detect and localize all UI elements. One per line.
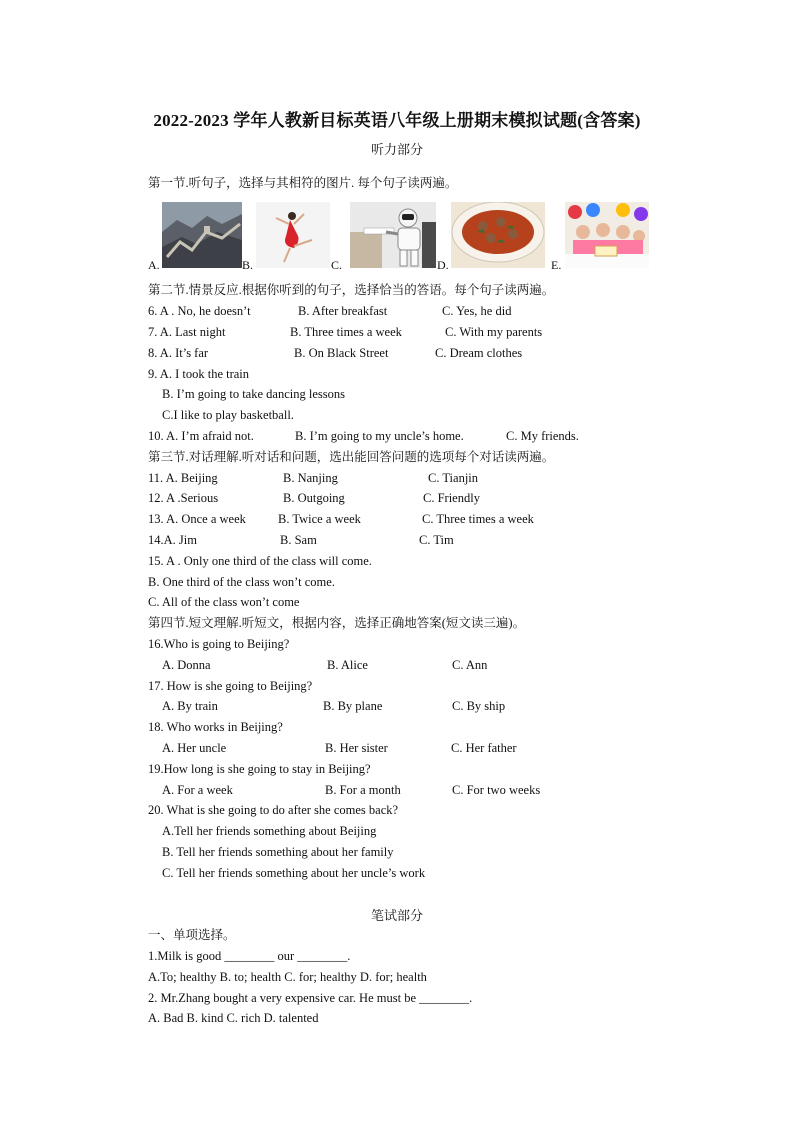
section3-heading: 第三节.对话理解.听对话和问题，选出能回答问题的选项每个对话读两遍。 [148,450,555,464]
q15-option-b: B. One third of the class won’t come. [148,575,335,589]
q7-option-b: B. Three times a week [290,325,402,339]
q14-option-a: 14.A. Jim [148,533,197,547]
section2-heading: 第二节.情景反应.根据你听到的句子，选择恰当的答语。每个句子读两遍。 [148,283,555,297]
q6-option-a: 6. A . No, he doesn’t [148,304,251,318]
robot-serving-tea-photo [350,202,436,268]
q16-option-b: B. Alice [327,658,368,672]
section4-heading: 第四节.短文理解.听短文，根据内容，选择正确地答案(短文读三遍)。 [148,616,526,630]
section1-heading: 第一节.听句子，选择与其相符的图片. 每个句子读两遍。 [148,176,458,190]
q19-option-b: B. For a month [325,783,401,797]
q16-option-c: C. Ann [452,658,488,672]
q16-option-a: A. Donna [162,658,211,672]
great-wall-photo [162,202,242,268]
q17-option-b: B. By plane [323,699,383,713]
written-header: 笔试部分 [370,908,423,923]
q12-option-a: 12. A .Serious [148,491,219,505]
q11-option-a: 11. A. Beijing [148,471,218,485]
q17-option-a: A. By train [162,699,218,713]
q13-option-b: B. Twice a week [278,512,361,526]
q18-option-c: C. Her father [451,741,517,755]
written-q1-options: A.To; healthy B. to; health C. for; healthy D. for; health [148,970,427,984]
q19-option-c: C. For two weeks [452,783,541,797]
written-q2: 2. Mr.Zhang bought a very expensive car. He must be ________. [148,991,473,1005]
listening-header: 听力部分 [370,142,423,157]
q13-option-c: C. Three times a week [422,512,534,526]
q16-question: 16.Who is going to Beijing? [148,637,290,651]
written-q1: 1.Milk is good ________ our ________. [148,949,351,963]
q14-option-c: C. Tim [419,533,454,547]
q6-option-c: C. Yes, he did [442,304,512,318]
q9-option-b: B. I’m going to take dancing lessons [162,387,345,401]
birthday-party-photo [565,202,649,268]
page-title: 2022-2023 学年人教新目标英语八年级上册期末模拟试题(含答案) [153,111,641,130]
q18-option-a: A. Her uncle [162,741,227,755]
q10-option-c: C. My friends. [506,429,579,443]
q8-option-b: B. On Black Street [294,346,389,360]
picture-label-e: E. [551,258,562,272]
q19-question: 19.How long is she going to stay in Beijing? [148,762,371,776]
q7-option-a: 7. A. Last night [148,325,226,339]
dancer-photo [256,202,330,268]
q17-option-c: C. By ship [452,699,506,713]
q19-option-a: A. For a week [162,783,233,797]
q12-option-c: C. Friendly [423,491,480,505]
q13-option-a: 13. A. Once a week [148,512,246,526]
q7-option-c: C. With my parents [445,325,543,339]
picture-label-d: D. [437,258,449,272]
q18-option-b: B. Her sister [325,741,388,755]
q15-option-c: C. All of the class won’t come [148,595,300,609]
q9-option-c: C.I like to play basketball. [162,408,294,422]
q8-option-a: 8. A. It’s far [148,346,209,360]
q11-option-b: B. Nanjing [283,471,338,485]
q11-option-c: C. Tianjin [428,471,479,485]
q15-option-a: 15. A . Only one third of the class will come. [148,554,372,568]
q20-option-c: C. Tell her friends something about her uncle’s work [162,866,426,880]
q18-question: 18. Who works in Beijing? [148,720,283,734]
q10-option-b: B. I’m going to my uncle’s home. [295,429,464,443]
q10-option-a: 10. A. I’m afraid not. [148,429,254,443]
q20-option-b: B. Tell her friends something about her family [162,845,394,859]
q9-option-a: 9. A. I took the train [148,367,250,381]
q17-question: 17. How is she going to Beijing? [148,679,313,693]
picture-label-a: A. [148,258,160,272]
q14-option-b: B. Sam [280,533,317,547]
q8-option-c: C. Dream clothes [435,346,523,360]
q20-option-a: A.Tell her friends something about Beijing [162,824,377,838]
q20-question: 20. What is she going to do after she comes back? [148,803,399,817]
q12-option-b: B. Outgoing [283,491,345,505]
written-section-heading: 一、单项选择。 [148,928,236,942]
picture-label-b: B. [242,258,254,272]
written-q2-options: A. Bad B. kind C. rich D. talented [148,1011,319,1025]
picture-label-c: C. [331,258,343,272]
q6-option-b: B. After breakfast [298,304,388,318]
soup-bowl-photo [451,202,545,268]
